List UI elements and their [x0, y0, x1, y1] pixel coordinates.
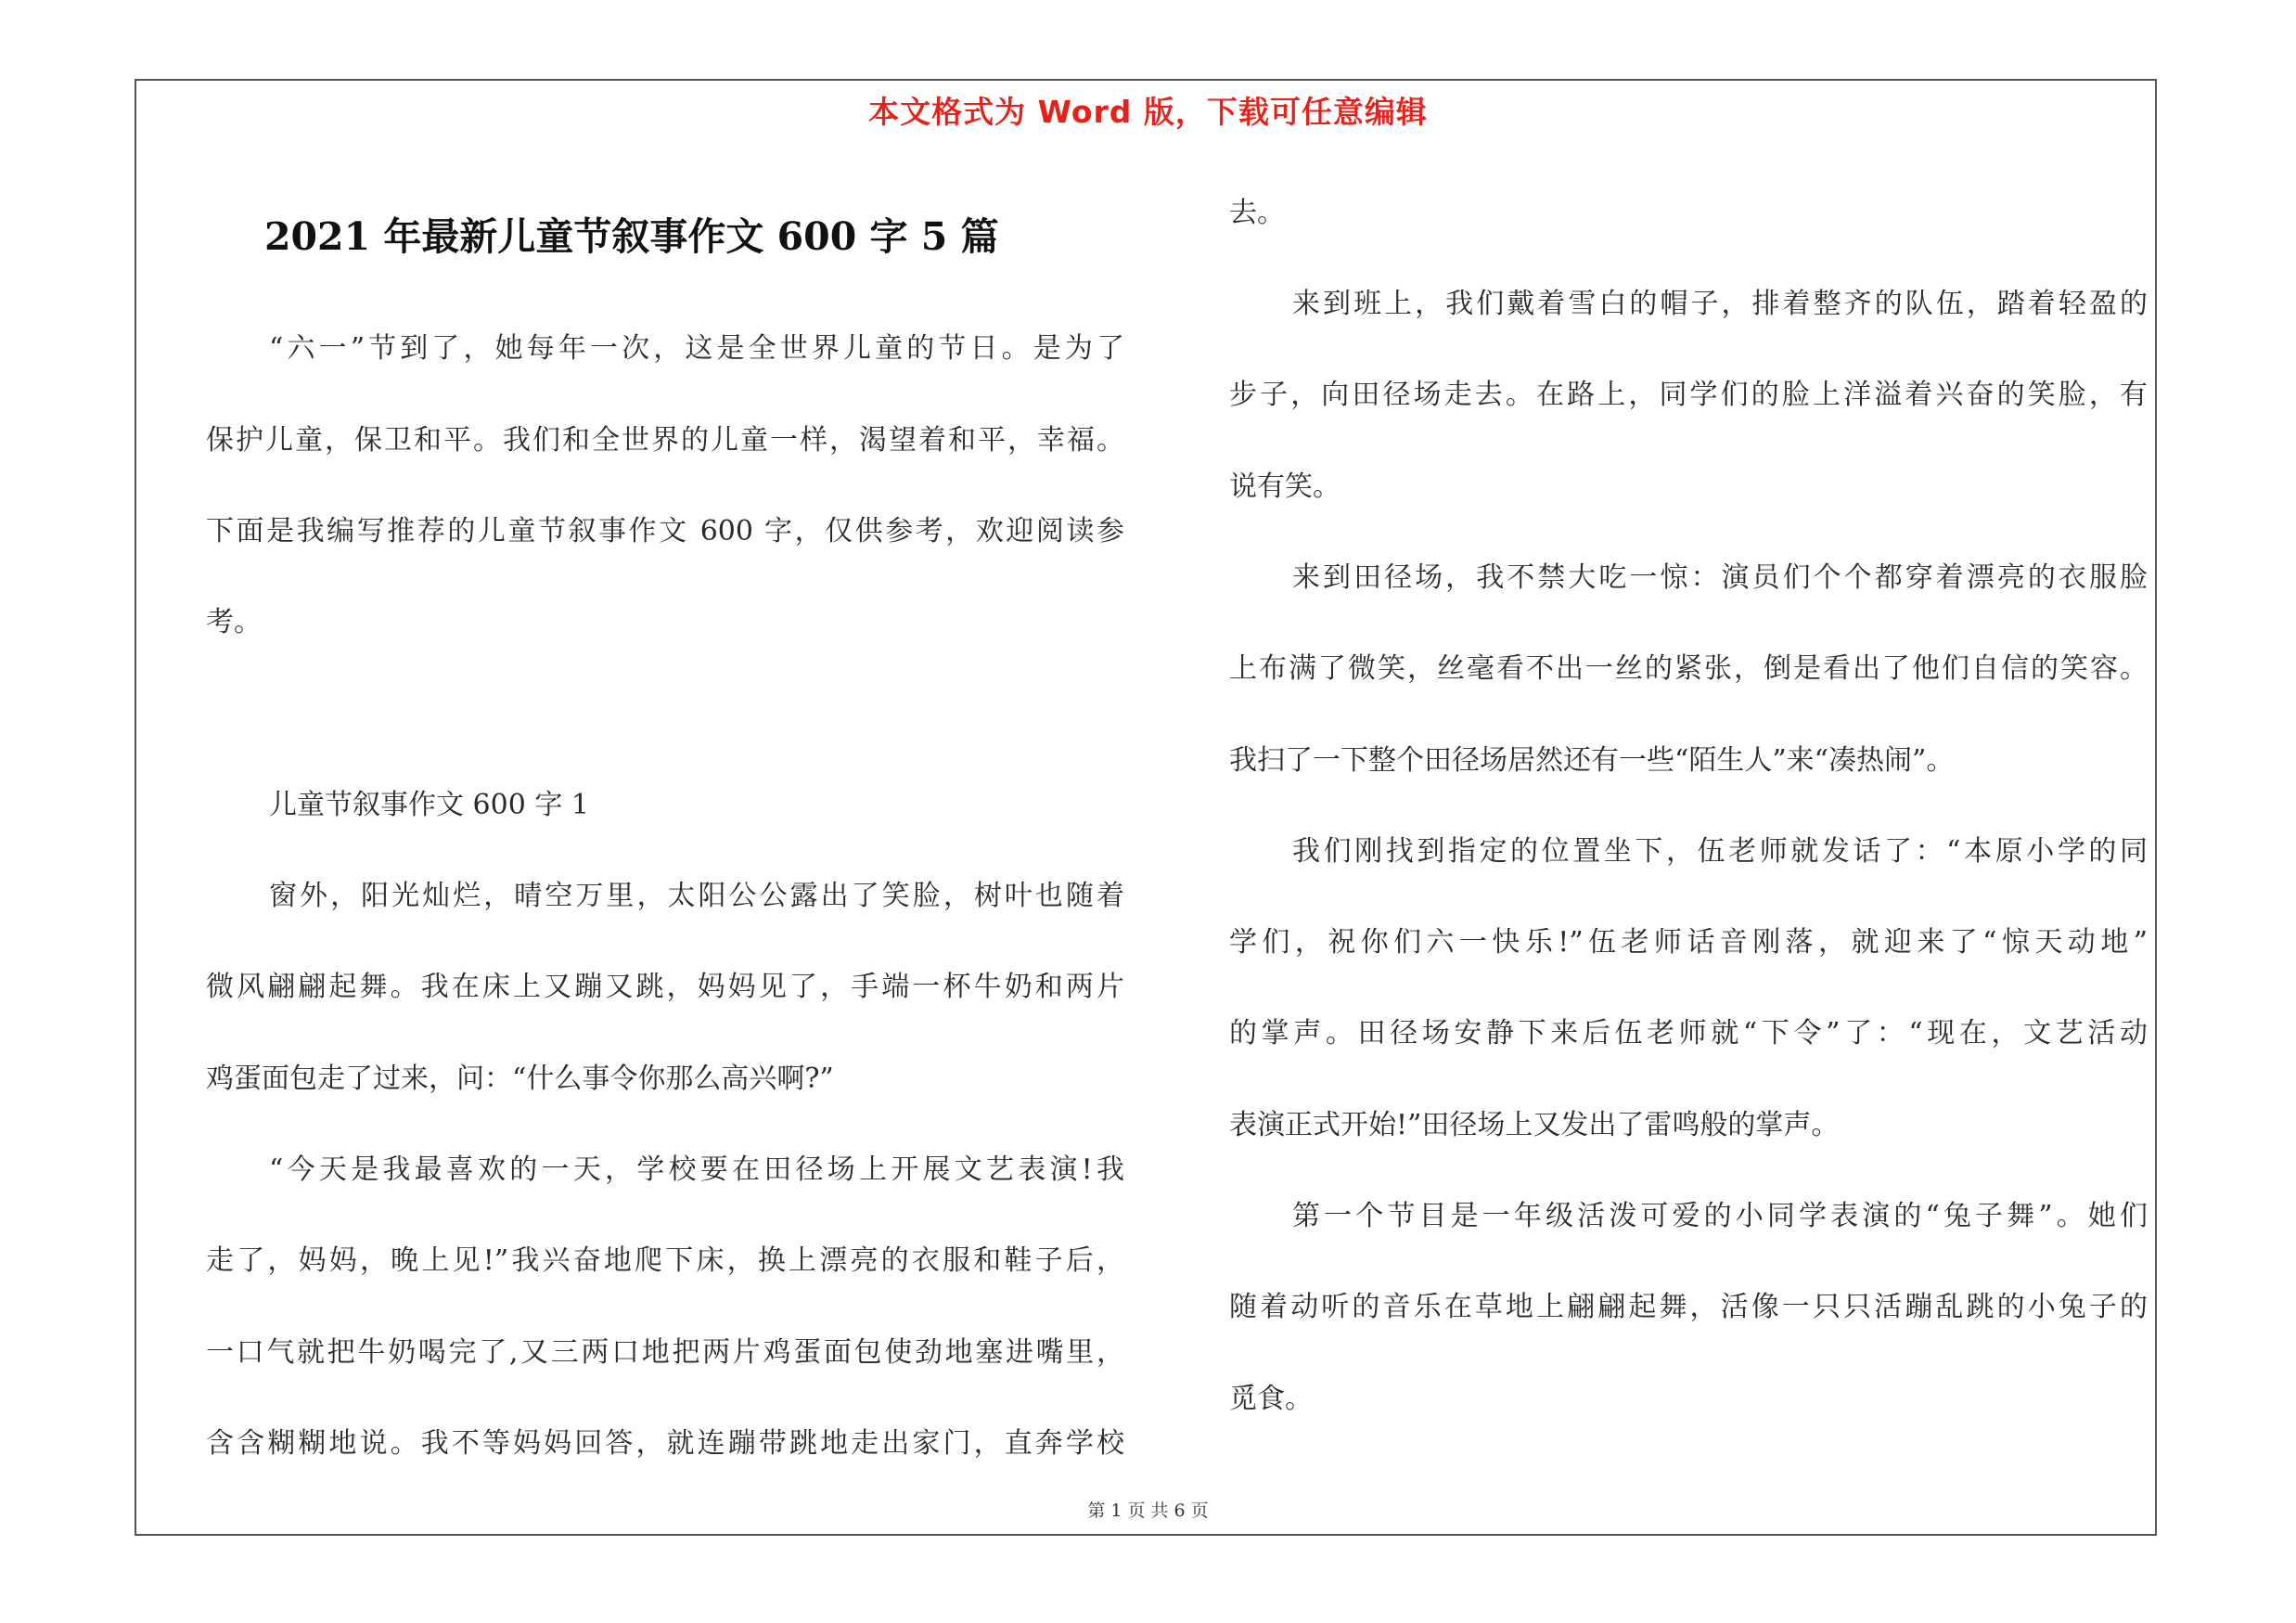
- left-line-2: 保护儿童，保卫和平。我们和全世界的儿童一样，渴望着和平，幸福。: [206, 424, 1124, 457]
- right-line-8: 我们刚找到指定的位置坐下，伍老师就发话了：“本原小学的同: [1292, 835, 2148, 868]
- right-line-2: 来到班上，我们戴着雪白的帽子，排着整齐的队伍，踏着轻盈的: [1292, 288, 2148, 320]
- section-heading-1: 儿童节叙事作文 600 字 1: [269, 789, 589, 821]
- right-line-5: 来到田径场，我不禁大吃一惊：演员们个个都穿着漂亮的衣服脸: [1292, 561, 2148, 594]
- right-line-3: 步子，向田径场走去。在路上，同学们的脸上洋溢着兴奋的笑脸，有: [1229, 379, 2148, 411]
- right-line-9: 学们，祝你们六一快乐!”伍老师话音刚落，就迎来了“惊天动地”: [1229, 926, 2148, 959]
- right-line-1: 去。: [1229, 197, 1285, 229]
- right-line-4: 说有笑。: [1229, 470, 1340, 503]
- left-line-12: 含含糊糊地说。我不等妈妈回答，就连蹦带跳地走出家门，直奔学校: [206, 1427, 1124, 1460]
- document-title: 2021 年最新儿童节叙事作文 600 字 5 篇: [264, 214, 999, 259]
- right-line-11: 表演正式开始!”田径场上又发出了雷鸣般的掌声。: [1229, 1109, 1840, 1141]
- left-line-3: 下面是我编写推荐的儿童节叙事作文 600 字，仅供参考，欢迎阅读参: [206, 515, 1124, 547]
- left-line-6: 窗外，阳光灿烂，晴空万里，太阳公公露出了笑脸，树叶也随着: [269, 880, 1124, 912]
- right-line-14: 觅食。: [1229, 1383, 1313, 1415]
- right-line-13: 随着动听的音乐在草地上翩翩起舞，活像一只只活蹦乱跳的小兔子的: [1229, 1291, 2148, 1323]
- left-line-10: 走了，妈妈，晚上见!”我兴奋地爬下床，换上漂亮的衣服和鞋子后，: [206, 1244, 1124, 1277]
- right-line-7: 我扫了一下整个田径场居然还有一些“陌生人”来“凑热闹”。: [1229, 744, 1955, 777]
- left-line-9: “今天是我最喜欢的一天，学校要在田径场上开展文艺表演!我: [269, 1153, 1124, 1186]
- page-number-footer: 第 1 页 共 6 页: [1087, 1501, 1209, 1521]
- left-line-4: 考。: [206, 606, 262, 638]
- right-line-6: 上布满了微笑，丝毫看不出一丝的紧张，倒是看出了他们自信的笑容。: [1229, 652, 2148, 685]
- left-line-8: 鸡蛋面包走了过来，问：“什么事令你那么高兴啊?”: [206, 1063, 834, 1095]
- right-line-12: 第一个节目是一年级活泼可爱的小同学表演的“兔子舞”。她们: [1292, 1200, 2148, 1232]
- left-line-11: 一口气就把牛奶喝完了,又三两口地把两片鸡蛋面包使劲地塞进嘴里，: [206, 1336, 1124, 1369]
- left-line-1: “六一”节到了，她每年一次，这是全世界儿童的节日。是为了: [269, 332, 1124, 365]
- right-line-10: 的掌声。田径场安静下来后伍老师就“下令”了：“现在，文艺活动: [1229, 1017, 2148, 1050]
- word-format-banner: 本文格式为 Word 版，下载可任意编辑: [868, 94, 1428, 130]
- left-line-7: 微风翩翩起舞。我在床上又蹦又跳，妈妈见了，手端一杯牛奶和两片: [206, 971, 1124, 1003]
